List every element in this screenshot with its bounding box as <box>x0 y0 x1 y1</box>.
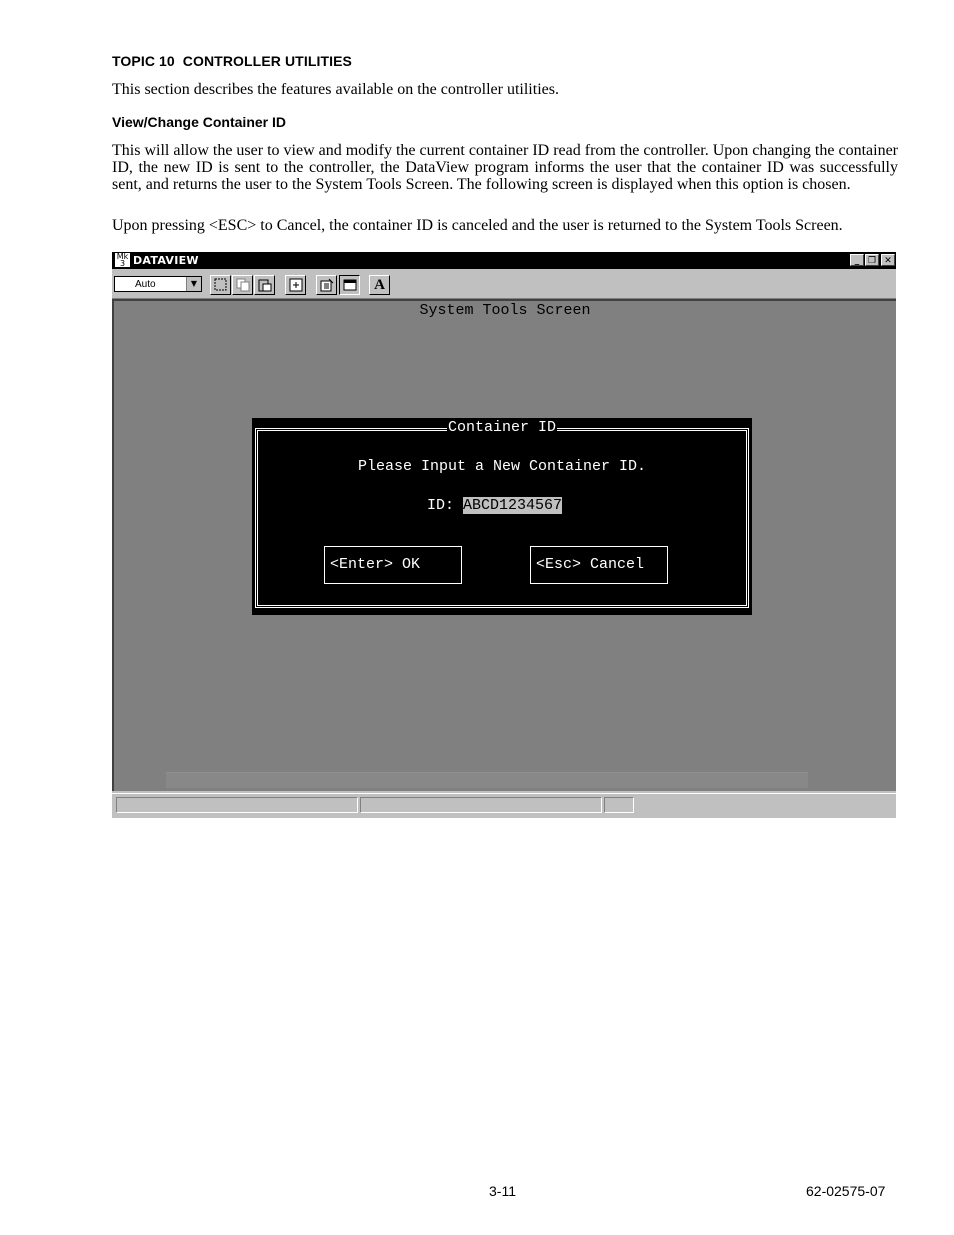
container-id-dialog <box>252 418 752 615</box>
chevron-down-icon[interactable]: ▼ <box>186 277 201 291</box>
status-pane-1 <box>116 797 358 813</box>
window-button[interactable] <box>339 275 360 295</box>
copy-button[interactable] <box>232 275 253 295</box>
properties-button[interactable] <box>316 275 337 295</box>
container-id-input[interactable]: ABCD1234567 <box>463 497 563 514</box>
paste-button[interactable] <box>254 275 275 295</box>
font-button[interactable]: A <box>369 275 390 295</box>
document-number: 62-02575-07 <box>806 1183 886 1199</box>
paste-icon <box>258 278 272 292</box>
dialog-title <box>252 419 752 436</box>
topic-heading: TOPIC 10 CONTROLLER UTILITIES <box>112 53 352 69</box>
status-pane-3 <box>604 797 634 813</box>
fullscreen-icon <box>289 278 303 292</box>
font-size-value: Auto <box>135 279 156 290</box>
minimize-button[interactable]: _ <box>850 254 864 266</box>
status-bar <box>112 793 896 818</box>
status-pane-2 <box>360 797 602 813</box>
id-label: ID: <box>427 497 464 514</box>
id-row <box>427 497 562 514</box>
properties-icon <box>320 278 334 292</box>
terminal-screen <box>112 299 896 791</box>
window-icon <box>343 278 357 292</box>
cancel-paragraph: Upon pressing <ESC> to Cancel, the container ID is canceled and the user is returned to the System Tools Screen. <box>112 217 843 234</box>
dialog-prompt: Please Input a New Container ID. <box>357 458 647 475</box>
screen-title: System Tools Screen <box>419 302 591 319</box>
intro-paragraph: This section describes the features available on the controller utilities. <box>112 81 559 98</box>
ok-button[interactable]: <Enter> OK <box>324 546 462 584</box>
dataview-window <box>112 252 896 818</box>
page-number: 3-11 <box>489 1183 516 1199</box>
close-button[interactable]: ✕ <box>881 254 895 266</box>
horizontal-scrollbar[interactable] <box>166 772 808 788</box>
restore-button[interactable]: ❐ <box>865 254 879 266</box>
font-size-combo[interactable] <box>114 276 202 292</box>
dialog-title-text: Container ID <box>447 419 557 436</box>
section-subheading: View/Change Container ID <box>112 114 286 130</box>
select-button[interactable] <box>210 275 231 295</box>
cancel-button[interactable]: <Esc> Cancel <box>530 546 668 584</box>
description-paragraph: This will allow the user to view and modify the current container ID read from the controller. Upon changing the container ID, the new ID is sent to the controller, the DataView program informs the user that the container ID was successfully sent, and returns the user to the System Tools Screen. The following screen is displayed when this option is chosen. <box>112 142 898 193</box>
window-titlebar[interactable] <box>112 252 896 269</box>
window-title: DATAVIEW <box>133 254 199 267</box>
copy-icon <box>236 278 250 292</box>
fullscreen-button[interactable] <box>285 275 306 295</box>
toolbar <box>112 270 896 299</box>
app-icon[interactable]: Mk 3 <box>116 253 129 267</box>
select-icon <box>214 278 227 291</box>
